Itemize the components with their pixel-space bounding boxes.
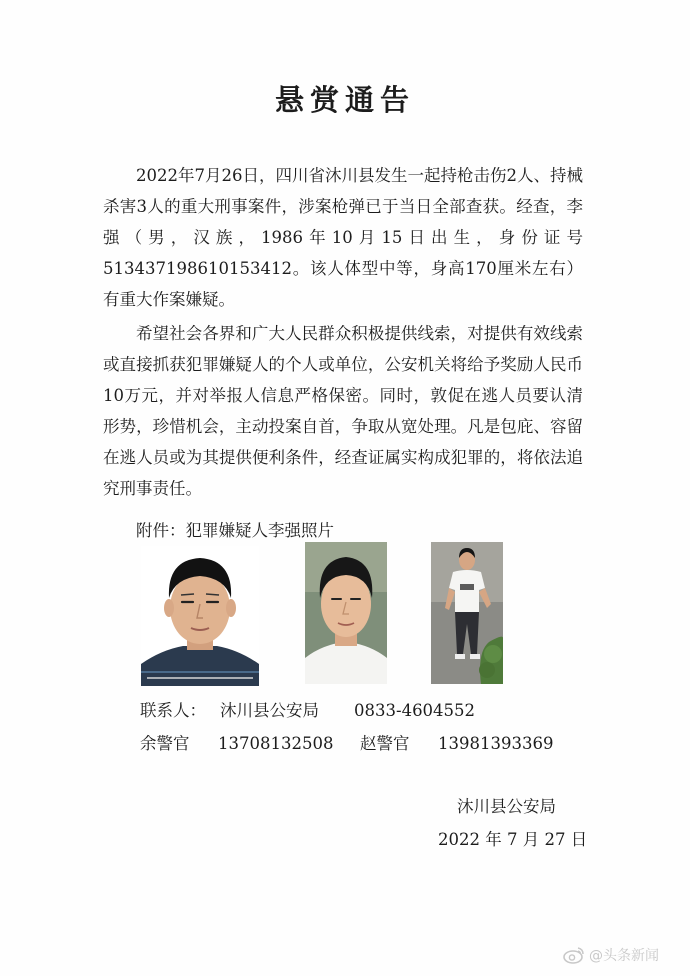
officer-1-name: 余警官	[140, 734, 190, 753]
suspect-photo-street	[431, 542, 503, 684]
watermark	[563, 945, 659, 965]
contact-row-main	[140, 697, 475, 721]
attachment-label: 附件：犯罪嫌疑人李强照片	[136, 521, 334, 540]
notice-title: 悬赏通告	[274, 83, 415, 117]
suspect-photo-selfie	[305, 542, 387, 684]
weibo-icon	[563, 946, 585, 964]
contact-row-officers	[140, 730, 553, 754]
suspect-photo-id	[141, 546, 259, 686]
issuer-name: 沐川县公安局	[457, 797, 556, 816]
contact-phone: 0833-4604552	[354, 701, 476, 720]
officer-1-phone: 13708132508	[218, 734, 334, 753]
officer-2-name: 赵警官	[360, 734, 410, 753]
notice-paragraph-2: 希望社会各界和广大人民群众积极提供线索，对提供有效线索或直接抓获犯罪嫌疑人的个人或单位，公安机关将给予奖励人民币10万元，并对举报人信息严格保密。同时，敦促在逃人员要认清形势，珍惜机会，主动投案自首，争取从宽处理。凡是包庇、容留在逃人员或为其提供便利条件，经查证属实构成犯罪的，将依法追究刑事责任。	[103, 324, 583, 498]
officer-2-phone: 13981393369	[438, 734, 554, 753]
contact-name: 沐川县公安局	[220, 701, 319, 720]
notice-paragraph-1: 2022年7月26日，四川省沐川县发生一起持枪击伤2人、持械杀害3人的重大刑事案件，涉案枪弹已于当日全部查获。经查，李强（男，汉族，1986年10月15日出生，身份证号513437198610153412。该人体型中等，身高170厘米左右）有重大作案嫌疑。	[103, 166, 583, 309]
watermark-text: @头条新闻	[589, 948, 659, 964]
contact-label: 联系人：	[140, 701, 206, 720]
issue-date: 2022 年 7 月 27 日	[438, 830, 588, 849]
